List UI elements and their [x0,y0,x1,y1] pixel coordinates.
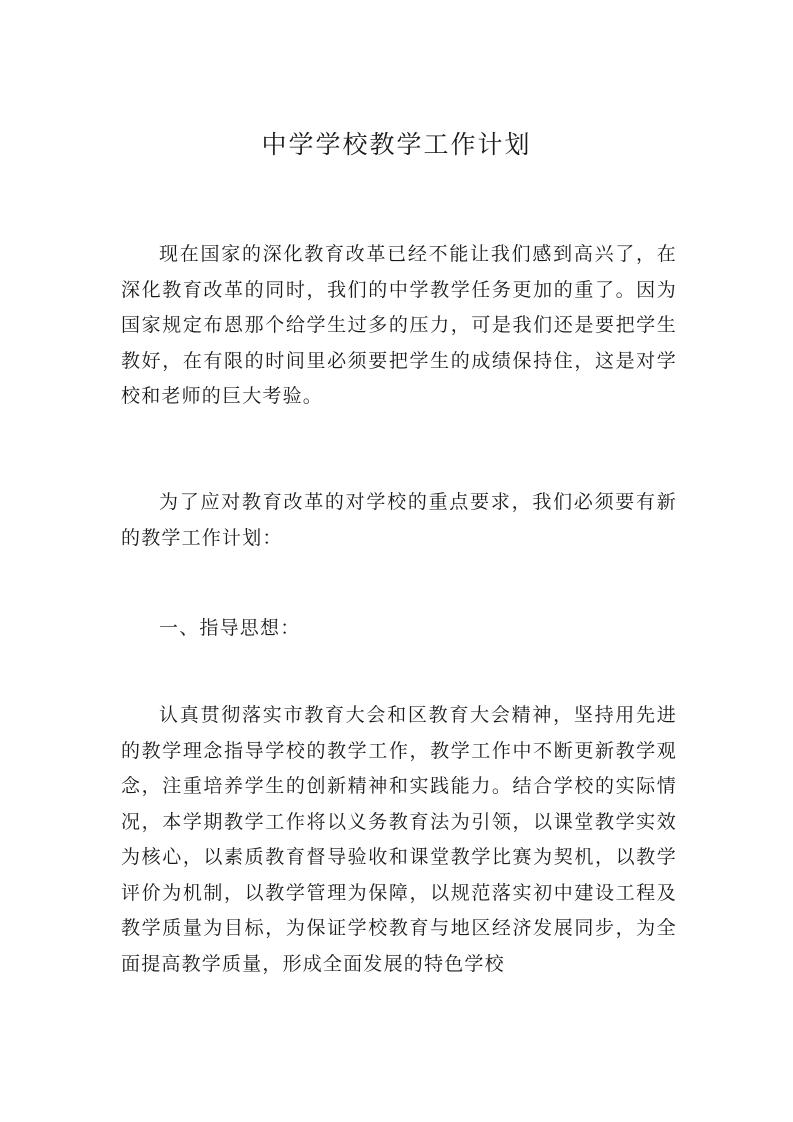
document-title: 中学学校教学工作计划 [261,130,532,159]
paragraph-intro: 现在国家的深化教育改革已经不能让我们感到高兴了，在深化教育改革的同时，我们的中学教学任务更加的重了。因为国家规定布恩那个给学生过多的压力，可是我们还是要把学生教好，在有限的时间里必须要把学生的成绩保持住，这是对学校和老师的巨大考验。 [121,243,677,407]
section-heading-guiding-ideology: 一、指导思想： [159,617,301,639]
paragraph-guiding-ideology: 认真贯彻落实市教育大会和区教育大会精神，坚持用先进的教学理念指导学校的教学工作，教学工作中不断更新教学观念，注重培养学生的创新精神和实践能力。结合学校的实际情况，本学期教学工作将以义务教育法为引领，以课堂教学实效为核心，以素质教育督导验收和课堂教学比赛为契机，以教学评价为机制，以教学管理为保障，以规范落实初中建设工程及教学质量为目标，为保证学校教育与地区经济发展同步，为全面提高教学质量，形成全面发展的特色学校 [121,704,677,975]
paragraph-plan-lead: 为了应对教育改革的对学校的重点要求，我们必须要有新的教学工作计划： [121,491,677,549]
